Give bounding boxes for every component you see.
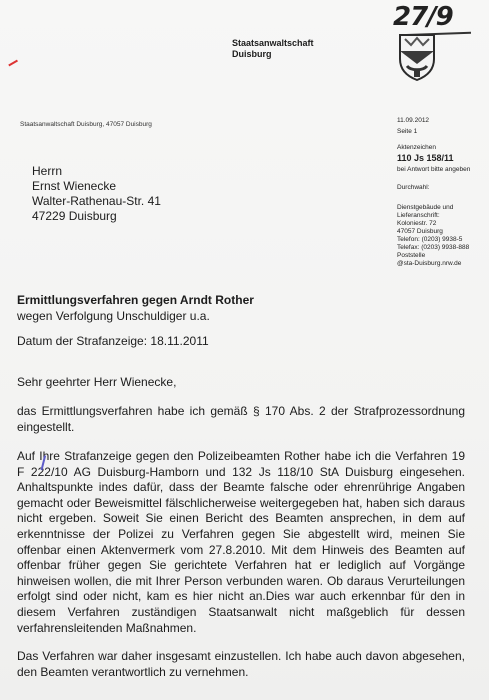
mail-label: Poststelle	[397, 252, 426, 259]
handwritten-note: 27/9	[393, 2, 453, 32]
letter-date: 11.09.2012	[397, 117, 430, 124]
file-label: Aktenzeichen	[397, 144, 437, 151]
recipient-street: Walter-Rathenau-Str. 41	[32, 194, 161, 208]
subject-reason: wegen Verfolgung Unschuldiger u.a.	[17, 309, 210, 323]
recipient-name: Ernst Wienecke	[32, 179, 117, 193]
address-block	[397, 204, 469, 268]
greeting: Sehr geehrter Herr Wienecke,	[17, 375, 177, 389]
postal-city: 47057 Duisburg	[397, 228, 443, 235]
building-label: Dienstgebäude und	[397, 204, 454, 211]
sender-line: Staatsanwaltschaft Duisburg, 47057 Duisburg	[20, 121, 152, 128]
email: @sta-Duisburg.nrw.de	[397, 260, 462, 267]
paragraph-2: Auf Ihre Strafanzeige gegen den Polizeibeamten Rother habe ich die Verfahren 19 F 222/10 AG Duisburg-Hamborn und 132 Js 118/10 StA Duisburg eingesehen. Anhaltspunkte indes dafür, dass der Beamte falsche oder ehrenrührige Angaben gemacht oder Beweismittel fälschlicherweise weitergegeben hat, haben sich daraus nicht ergeben. Soweit Sie einen Bericht des Beamten ansprechen, in dem auf erkenntnisse der Polizei zu Verfahren gegen Sie abgestellt wird, meinen Sie offenbar einen Aktenvermerk vom 27.8.2010. Mit dem Hinweis des Beamten auf offenbar früher gegen Sie gerichtete Verfahren hat er lediglich auf Vorgänge hinweisen wollen, die mit Ihrer Person verbunden waren. Ob daraus Verurteilungen erfolgt sind oder nicht, kam es hier nicht an.Dies war auch erkennbar für den in diesem Verfahren zuständigen Staatsanwalt nicht maßgeblich für dessen verfahrensleitenden Maßnahmen.	[17, 449, 465, 635]
delivery-label: Lieferanschrift:	[397, 212, 440, 219]
authority-header	[232, 38, 314, 60]
direct-dial-label: Durchwahl:	[397, 184, 430, 191]
fax: Telefax: (0203) 9938-888	[397, 244, 470, 251]
page-number: Seite 1	[397, 128, 418, 135]
street: Koloniestr. 72	[397, 220, 437, 227]
file-number: 110 Js 158/11	[397, 153, 454, 163]
file-note: bei Antwort bitte angeben	[397, 166, 471, 173]
authority-city: Duisburg	[232, 49, 272, 59]
phone: Telefon: (0203) 9938-5	[397, 236, 463, 243]
fold-mark	[8, 60, 17, 66]
recipient-salutation: Herrn	[32, 164, 63, 178]
recipient-address	[32, 164, 161, 224]
complaint-date: Datum der Strafanzeige: 18.11.2011	[17, 334, 209, 348]
paragraph-3: Das Verfahren war daher insgesamt einzustellen. Ich habe auch davon abgesehen, den Beamten verantwortlich zu vernehmen.	[17, 649, 465, 679]
subject-title: Ermittlungsverfahren gegen Arndt Rother	[17, 293, 254, 307]
recipient-city: 47229 Duisburg	[32, 209, 117, 223]
authority-name: Staatsanwaltschaft	[232, 38, 314, 48]
paragraph-1: das Ermittlungsverfahren habe ich gemäß § 170 Abs. 2 der Strafprozessordnung eingestellt.	[17, 404, 465, 434]
coat-of-arms-logo	[397, 33, 437, 81]
